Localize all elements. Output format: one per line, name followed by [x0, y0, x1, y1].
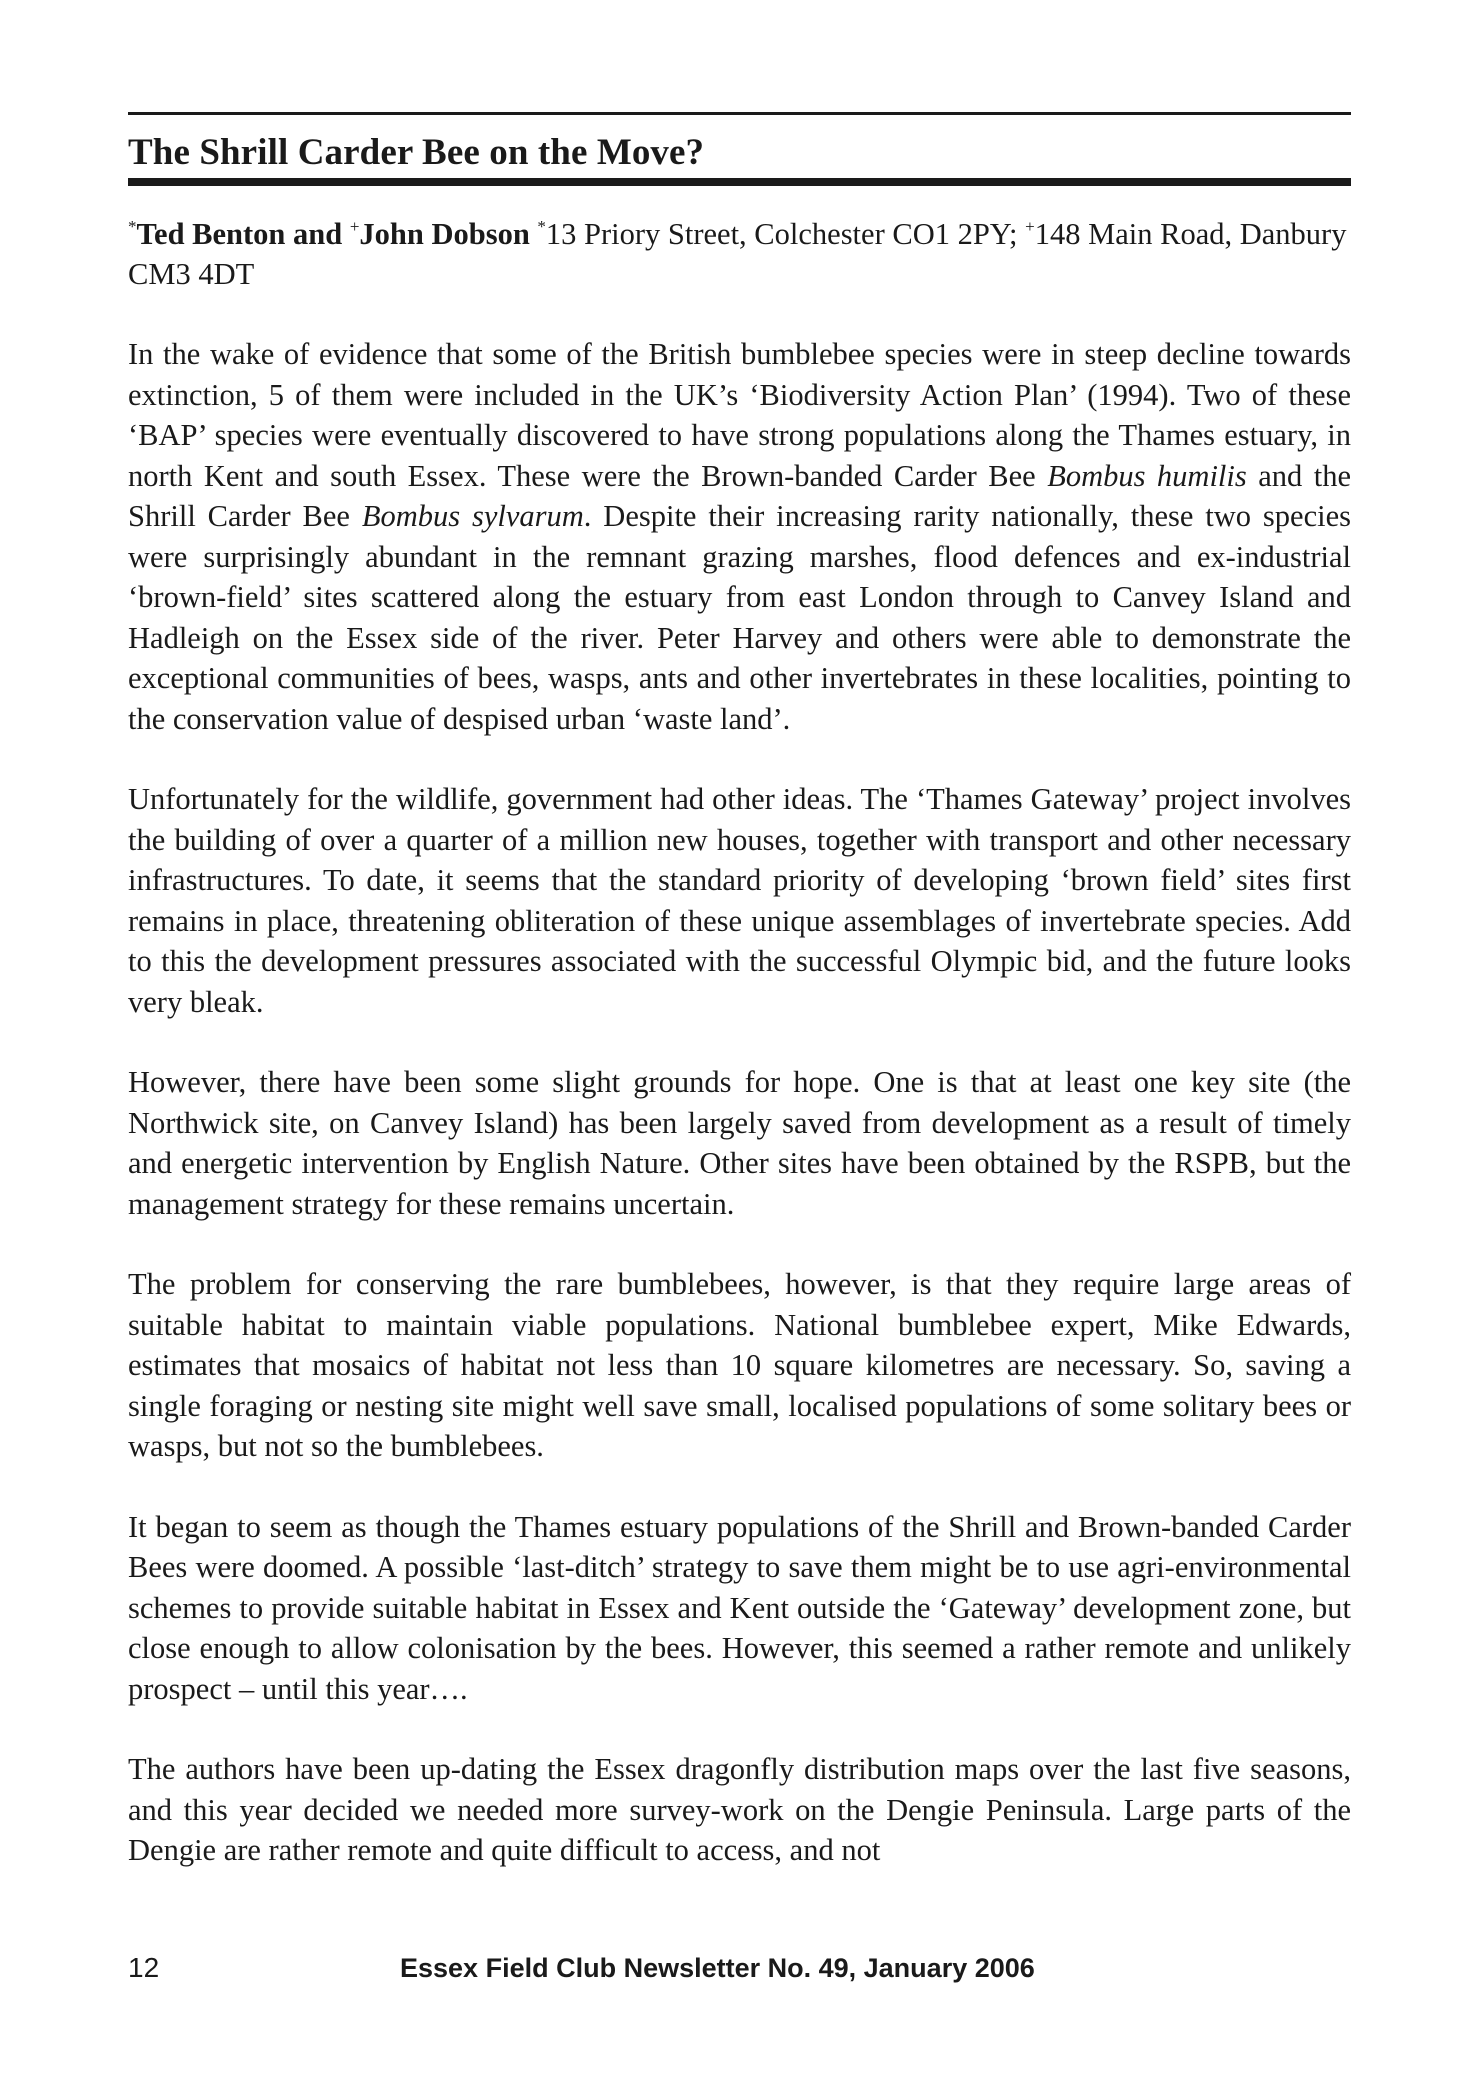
paragraph: The problem for conserving the rare bumblebees, however, is that they require large areas of suitable habitat to maintain viable populations. National bumblebee expert, Mike Edwards, estimates that mosaics of habitat not less than 10 square kilometres are necessary. So, saving a single foraging or nesting site might well save small, localised populations of some solitary bees or wasps, but not so the bumblebees.: [128, 1267, 1351, 1463]
author-mark: *: [128, 217, 137, 236]
species-name: Bombus sylvarum: [361, 499, 584, 533]
paragraph-text: and the Shrill Carder Bee: [128, 458, 1351, 533]
publication-title: Essex Field Club Newsletter No. 49, January 2006: [400, 1953, 1035, 1983]
title-underline: [128, 178, 1351, 186]
top-rule: [128, 112, 1351, 115]
paragraph-text: In the wake of evidence that some of the British bumblebee species were in steep decline towards extinction, 5 of them were included in the UK’s ‘Biodiversity Action Plan’ (1994). Two of these ‘BAP’ species were eventually discovered to have strong populations along the Thames estuary, in north Kent and south Essex. These were the Brown-banded Carder Bee: [128, 337, 1351, 493]
article-title: The Shrill Carder Bee on the Move?: [128, 132, 705, 173]
paragraph: It began to seem as though the Thames estuary populations of the Shrill and Brown-banded Carder Bees were doomed. A possible ‘last-ditch’ strategy to save them might be to use agri-environmental schemes to provide suitable habitat in Essex and Kent outside the ‘Gateway’ development zone, but close enough to allow colonisation by the bees. However, this seemed a rather remote and unlikely prospect – until this year….: [128, 1509, 1351, 1706]
byline: [128, 214, 1351, 294]
paragraph: However, there have been some slight grounds for hope. One is that at least one key site (the Northwick site, on Canvey Island) has been largely saved from development as a result of timely and energetic intervention by English Nature. Other sites have been obtained by the RSPB, but the management strategy for these remains uncertain.: [128, 1065, 1351, 1221]
species-name: Bombus humilis: [1047, 458, 1247, 493]
author-name: Ted Benton and: [136, 217, 350, 251]
author-mark: +: [349, 217, 360, 236]
address-mark: *: [537, 217, 546, 236]
paragraph: Unfortunately for the wildlife, government had other ideas. The ‘Thames Gateway’ project involves the building of over a quarter of a million new houses, together with transport and other necessary infrastructures. To date, it seems that the standard priority of developing ‘brown field’ sites first remains in place, threatening obliteration of these unique assemblages of invertebrate species. Add to this the development pressures associated with the successful Olympic bid, and the future looks very bleak.: [128, 782, 1351, 1019]
page-number: 12: [128, 1952, 160, 1983]
address-mark: +: [1025, 217, 1035, 236]
page-footer: [128, 1948, 1351, 1988]
paragraph: [128, 334, 1351, 739]
article: [128, 112, 1351, 1871]
paragraph-text: . Despite their increasing rarity nationally, these two species were surprisingly abundant in the remnant grazing marshes, flood defences and ex-industrial ‘brown-field’ sites scattered along the estuary from east London through to Canvey Island and Hadleigh on the Essex side of the river. Peter Harvey and others were able to demonstrate the exceptional communities of bees, wasps, ants and other invertebrates in these localities, pointing to the conservation value of despised urban ‘waste land’.: [128, 499, 1351, 736]
author-address: 13 Priory Street, Colchester CO1 2PY;: [545, 217, 1026, 251]
author-name: John Dobson: [359, 217, 530, 251]
author-address: 148 Main Road, Danbury CM3 4DT: [128, 217, 1347, 291]
paragraph: The authors have been up-dating the Essex dragonfly distribution maps over the last five seasons, and this year decided we needed more survey-work on the Dengie Peninsula. Large parts of the Dengie are rather remote and quite difficult to access, and not: [128, 1752, 1351, 1867]
